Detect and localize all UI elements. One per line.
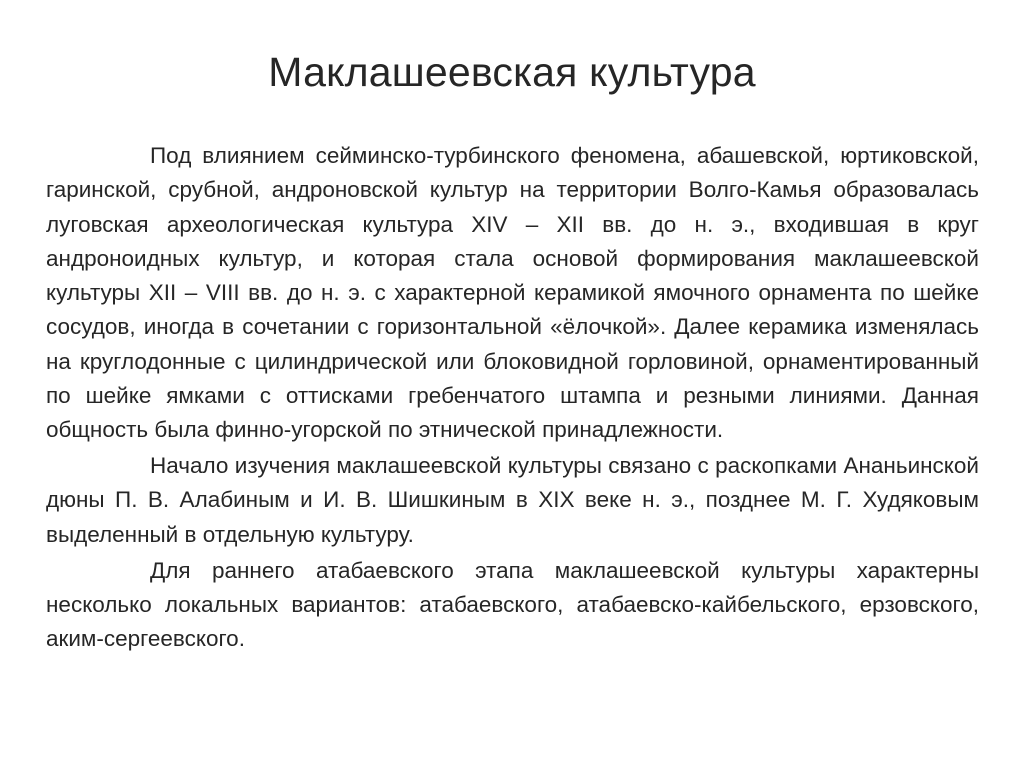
slide-body bbox=[46, 139, 979, 658]
slide-title: Маклашеевская культура bbox=[268, 49, 756, 95]
paragraph-local-variants: Для раннего атабаевского этапа маклашеевской культуры характерны несколько локальных вариантов: атабаевского, атабаевско-кайбельского, ерзовского, аким-сергеевского. bbox=[46, 557, 979, 652]
paragraph-study-history: Начало изучения маклашеевской культуры связано с раскопками Ананьинской дюны П. В. Алабиным и И. В. Шишкиным в XIX веке н. э., позднее М. Г. Худяковым выделенный в отдельную культуру. bbox=[46, 453, 979, 547]
paragraph-origin: Под влиянием сейминско-турбинского феномена, абашевской, юртиковской, гаринской, срубной, андроновской культур на территории Волго-Камья образовалась луговская археологическая культура XIV – XII вв. до н. э., входившая в круг андроноидных культур, и которая стала основой формирования маклашеевской культуры XII – VIII вв. до н. э. с характерной керамикой ямочного орнамента по шейке сосудов, иногда в сочетании с горизонтальной «ёлочкой». Далее керамика изменялась на круглодонные с цилиндрической или блоковидной горловиной, орнаментированный по шейке ямками с оттисками гребенчатого штампа и резными линиями. Данная общность была финно-угорской по этнической принадлежности. bbox=[46, 143, 979, 443]
